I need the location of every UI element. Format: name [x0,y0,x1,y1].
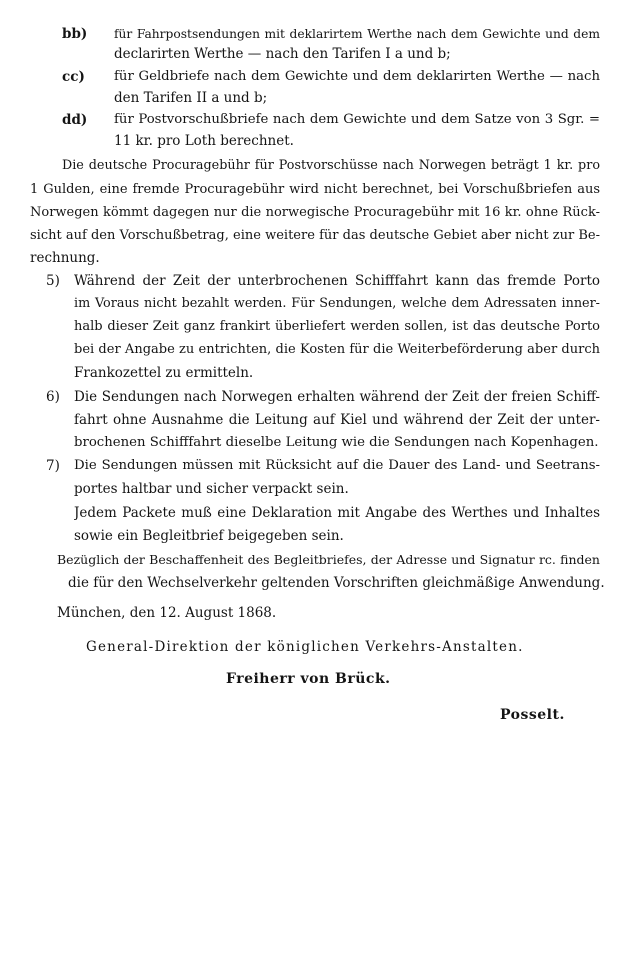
list-label-bb: bb) [62,26,88,42]
signatory-freiherr-von-brueck: Freiherr von Brück. [226,671,391,687]
list-label-dd: dd) [62,112,88,128]
procura-paragraph-line-3: Norwegen kömmt dagegen nur die norwegische Procuragebühr mit 16 kr. ohne Rück- [30,205,600,220]
item-7-line-2: portes haltbar und sicher verpackt sein. [74,481,349,497]
item-7-line-1: Die Sendungen müssen mit Rücksicht auf die Dauer des Land- und Seetrans- [74,458,600,473]
item-number-5: 5) [46,273,60,289]
issuing-authority: General-Direktion der königlichen Verkehrs-Anstalten. [86,639,524,655]
item-number-6: 6) [46,389,60,405]
begleit-paragraph-line-2: die für den Wechselverkehr geltenden Vorschriften gleichmäßige Anwendung. [68,575,605,591]
item-5-line-1: Während der Zeit der unterbrochenen Schifffahrt kann das fremde Porto [74,273,600,289]
dateline: München, den 12. August 1868. [57,605,277,621]
procura-paragraph-line-1: Die deutsche Procuragebühr für Postvorschüsse nach Norwegen beträgt 1 kr. pro [62,158,600,173]
list-item-bb-line-2: declarirten Werthe — nach den Tarifen I a und b; [114,46,451,62]
item-5-line-3: halb dieser Zeit ganz frankirt überliefert werden sollen, ist das deutsche Porto [74,319,600,334]
item-5-line-5: Frankozettel zu ermitteln. [74,365,254,381]
list-item-dd-line-2: 11 kr. pro Loth berechnet. [114,133,294,149]
item-6-line-1: Die Sendungen nach Norwegen erhalten während der Zeit der freien Schiff- [74,389,600,405]
item-number-7: 7) [46,458,60,474]
signatory-posselt: Posselt. [500,707,565,723]
item-5-line-4: bei der Angabe zu entrichten, die Kosten für die Weiterbeförderung aber durch [74,342,600,357]
procura-paragraph-line-4: sicht auf den Vorschußbetrag, eine weitere für das deutsche Gebiet aber nicht zur Be- [30,228,600,243]
procura-paragraph-line-5: rechnung. [30,250,100,266]
packet-paragraph-line-1: Jedem Packete muß eine Deklaration mit Angabe des Werthes und Inhaltes [74,505,600,521]
begleit-paragraph-line-1: Bezüglich der Beschaffenheit des Begleitbriefes, der Adresse und Signatur rc. finden [57,552,600,567]
item-5-line-2: im Voraus nicht bezahlt werden. Für Sendungen, welche dem Adressaten inner- [74,296,600,311]
list-item-cc-line-1: für Geldbriefe nach dem Gewichte und dem deklarirten Werthe — nach [114,69,600,84]
list-label-cc: cc) [62,69,85,85]
item-6-line-3: brochenen Schifffahrt dieselbe Leitung wie die Sendungen nach Kopenhagen. [74,435,599,450]
procura-paragraph-line-2: 1 Gulden, eine fremde Procuragebühr wird nicht berechnet, bei Vorschußbriefen aus [30,182,600,197]
list-item-dd-line-1: für Postvorschußbriefe nach dem Gewichte und dem Satze von 3 Sgr. = [114,112,600,127]
item-6-line-2: fahrt ohne Ausnahme die Leitung auf Kiel und während der Zeit der unter- [74,412,600,428]
packet-paragraph-line-2: sowie ein Begleitbrief beigegeben sein. [74,528,344,544]
list-item-bb-line-1: für Fahrpostsendungen mit deklarirtem Werthe nach dem Gewichte und dem [114,27,600,41]
list-item-cc-line-2: den Tarifen II a und b; [114,90,268,106]
